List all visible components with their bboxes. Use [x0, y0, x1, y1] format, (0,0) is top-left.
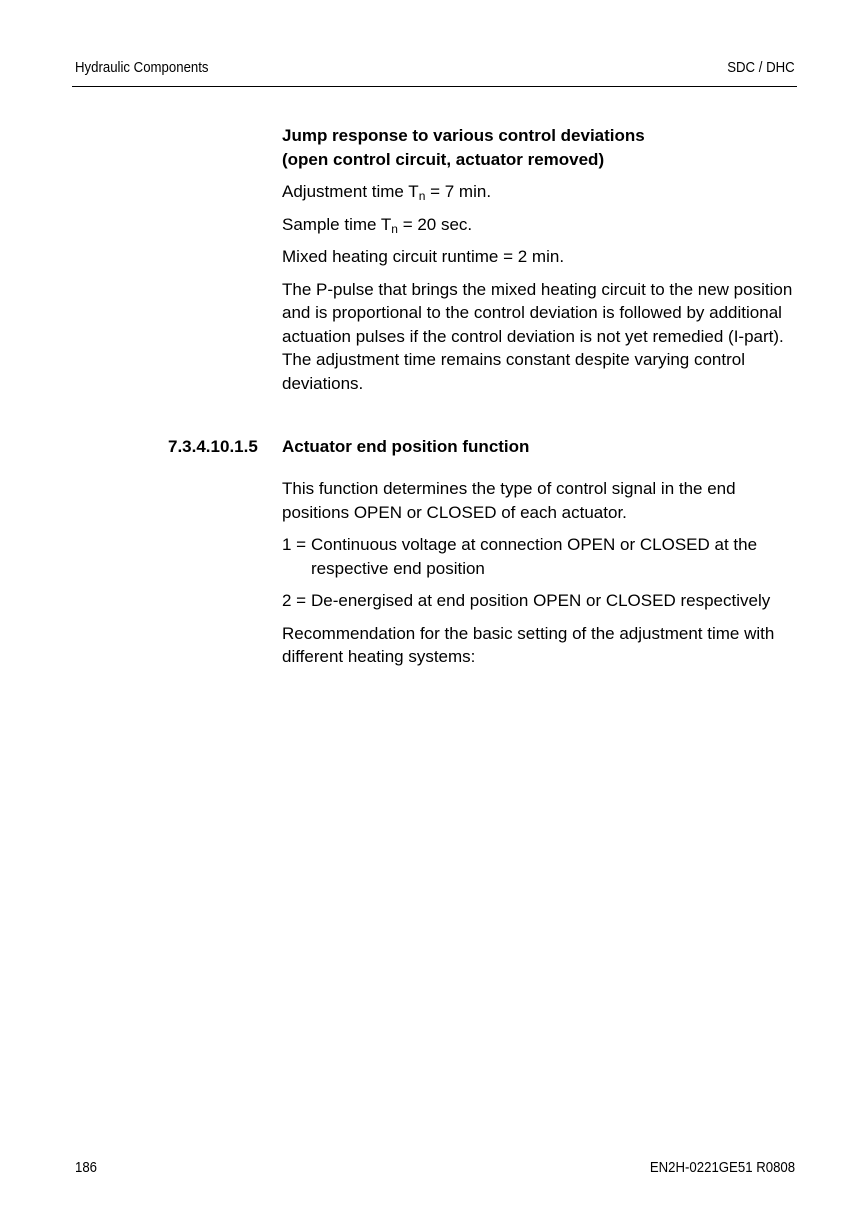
running-header-title: Hydraulic Components [75, 59, 209, 76]
sample-subscript: n [391, 221, 398, 236]
adjustment-suffix: = 7 min. [425, 182, 492, 201]
header-divider [72, 86, 797, 87]
option-item-2 [282, 589, 802, 613]
adjustment-time-line [282, 180, 802, 204]
p-pulse-description: The P-pulse that brings the mixed heating circuit to the new position and is proportional to the control deviation is followed by additional actuation pulses if the control deviation is not yet remedied (I-part). The adjustment time remains constant despite varying control deviations. [282, 279, 793, 393]
option-number: 1 = [282, 535, 307, 554]
sample-time-line [282, 213, 802, 237]
option-number: 2 = [282, 591, 307, 610]
sample-prefix: Sample time T [282, 214, 392, 234]
section-number: 7.3.4.10.1.5 [168, 437, 258, 456]
option-item-1 [282, 533, 802, 580]
adjustment-prefix: Adjustment time T [282, 182, 419, 201]
option-text: De-energised at end position OPEN or CLOSED respectively [311, 591, 771, 610]
running-header-product: SDC / DHC [727, 59, 795, 76]
adjustment-subscript: n [418, 189, 426, 203]
option-text: Continuous voltage at connection OPEN or CLOSED at the respective end position [311, 535, 758, 578]
sample-suffix: = 20 sec. [397, 214, 473, 234]
heading-line-2: (open control circuit, actuator removed) [282, 149, 605, 169]
section-title: Actuator end position function [282, 437, 530, 456]
end-position-block [282, 477, 802, 678]
jump-response-heading [282, 124, 802, 171]
document-code: EN2H-0221GE51 R0808 [649, 1159, 795, 1176]
recommendation-text: Recommendation for the basic setting of the adjustment time with different heating systems: [282, 623, 775, 666]
end-position-intro: This function determines the type of control signal in the end positions OPEN or CLOSED of each actuator. [282, 479, 736, 522]
jump-response-block [282, 124, 802, 404]
heading-line-1: Jump response to various control deviations [282, 126, 645, 145]
runtime-line: Mixed heating circuit runtime = 2 min. [282, 247, 565, 266]
page-number: 186 [75, 1159, 98, 1176]
